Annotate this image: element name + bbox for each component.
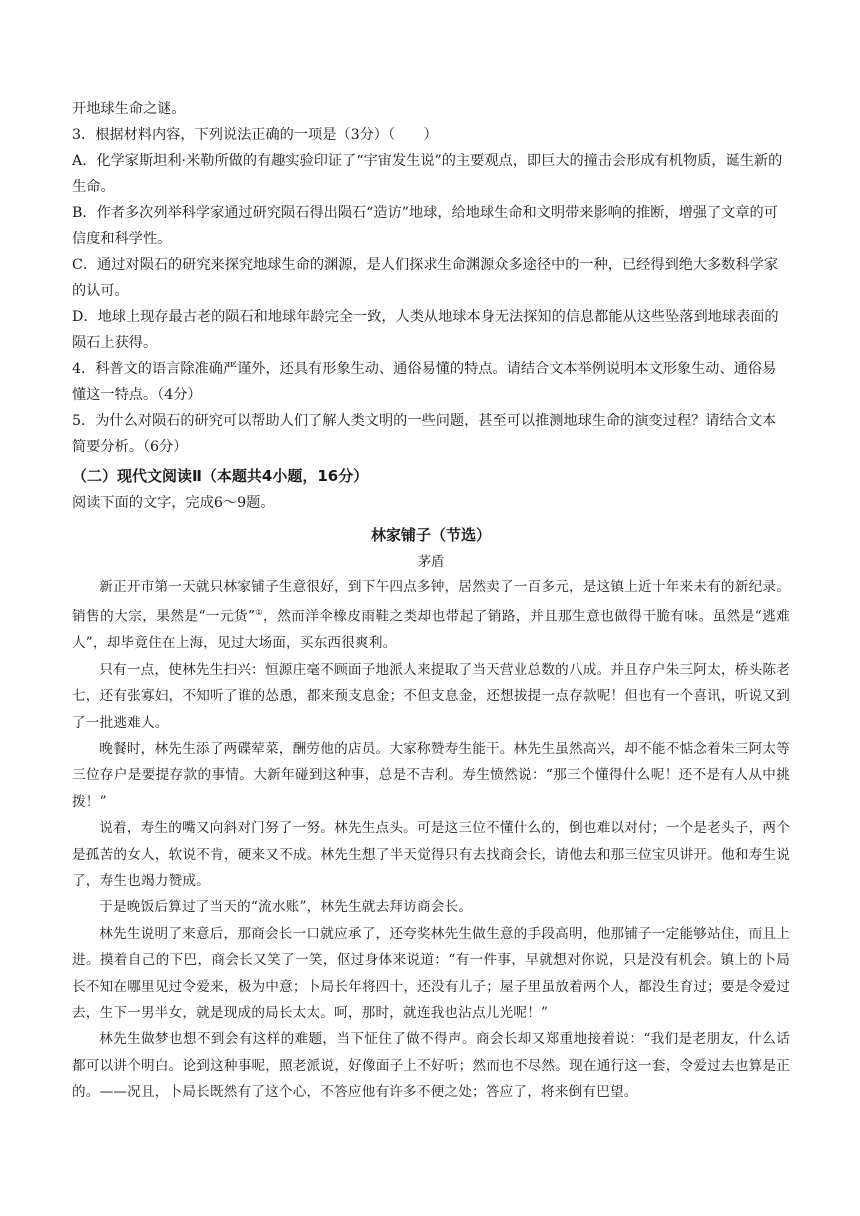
option-d: D．地球上现存最古老的陨石和地球年龄完全一致，人类从地球本身无法探知的信息都能从这些坠落到地球表面的陨石上获得。 — [72, 309, 779, 351]
article-paragraph-3: 晚餐时，林先生添了两碟荤菜，酬劳他的店员。大家称赞寿生能干。林先生虽然高兴，却不能不惦念着朱三阿太等三位存户是要提存款的事情。大新年碰到这种事，总是不吉利。寿生愤然说：“那三个懂得什么呢！还不是有人从中挑拨！” — [72, 740, 790, 810]
option-a: A．化学家斯坦利·米勒所做的有趣实验印证了“宇宙发生说”的主要观点，即巨大的撞击会形成有机物质，诞生新的生命。 — [72, 153, 783, 195]
article-paragraph-2: 只有一点，使林先生扫兴：恒源庄毫不顾面子地派人来提取了当天营业总数的八成。并且存户朱三阿太，桥头陈老七，还有张寡妇，不知听了谁的怂恿，都来预支息金；不但支息金，还想拔提一点存款呢！但也有一个喜讯，听说又到了一批逃难人。 — [72, 661, 790, 731]
article-paragraph-1 — [72, 574, 790, 657]
document-page — [72, 96, 790, 1106]
top-fragment: 开地球生命之谜。 — [72, 101, 186, 117]
option-b: B．作者多次列举科学家通过研究陨石得出陨石“造访”地球，给地球生命和文明带来影响的推断，增强了文章的可信度和科学性。 — [72, 205, 778, 247]
para1-before: 新正开市第一天就只林家铺子生意很好，到下午四点多钟，居然卖了一百多元，是这镇上近十年来未有的新纪录。销售的大宗，果然是“一元货” — [72, 579, 790, 625]
article-title: 林家铺子（节选） — [370, 526, 491, 544]
question-5: 5．为什么对陨石的研究可以帮助人们了解人类文明的一些问题，甚至可以推测地球生命的演变过程？请结合文本简要分析。（6分） — [72, 413, 777, 455]
article-paragraph-6: 林先生说明了来意后，那商会长一口就应承了，还夸奖林先生做生意的手段高明，他那铺子一定能够站住，而且上进。摸着自己的下巴，商会长又笑了一笑，伛过身体来说道：“有一件事，早就想对你说，只是没有机会。镇上的卜局长不知在哪里见过令爱来，极为中意；卜局长年将四十，还没有儿子；屋子里虽放着两个人，都没生育过；要是令爱过去，生下一男半女，就是现成的局长太太。呵，那时，就连我也沾点儿光呢！” — [72, 925, 790, 1022]
option-c: C．通过对陨石的研究来探究地球生命的渊源，是人们探求生命渊源众多途径中的一种，已经得到绝大多数科学家的认可。 — [72, 257, 779, 299]
para1-after: ，然而洋伞橡皮雨鞋之类却也带起了销路，并且那生意也做得干脆有味。虽然是“逃难人”，却毕竟住在上海，见过大场面，买东西很爽利。 — [72, 608, 791, 652]
article-paragraph-5: 于是晚饭后算过了当天的“流水账”，林先生就去拜访商会长。 — [99, 899, 473, 916]
article-paragraph-4: 说着，寿生的嘴又向斜对门努了一努。林先生点头。可是这三位不懂什么的，倒也难以对付；一个是老头子，两个是孤苦的女人，软说不肯，硬来又不成。林先生想了半天觉得只有去找商会长，请他去和那三位宝贝讲开。他和寿生说了，寿生也竭力赞成。 — [72, 820, 790, 889]
article-paragraph-7: 林先生做梦也想不到会有这样的难题，当下怔住了做不得声。商会长却又郑重地接着说：“我们是老朋友，什么话都可以讲个明白。论到这种事呢，照老派说，好像面子上不好听；然而也不尽然。现在通行这一套，令爱过去也算是正的。——况且，卜局长既然有了这个心，不答应他有许多不便之处；答应了，将来倒有巴望。 — [72, 1031, 790, 1101]
section-intro: 阅读下面的文字，完成6～9题。 — [72, 495, 275, 511]
question-3: 3．根据材料内容，下列说法正确的一项是（3分）（ ） — [72, 127, 438, 143]
question-4: 4．科普文的语言除准确严谨外，还具有形象生动、通俗易懂的特点。请结合文本举例说明本文形象生动、通俗易懂这一特点。（4分） — [72, 361, 777, 403]
section-heading: （二）现代文阅读Ⅱ（本题共4小题，16分） — [72, 467, 369, 485]
article-author: 茅盾 — [417, 554, 445, 570]
footnote-marker: ① — [255, 608, 264, 618]
